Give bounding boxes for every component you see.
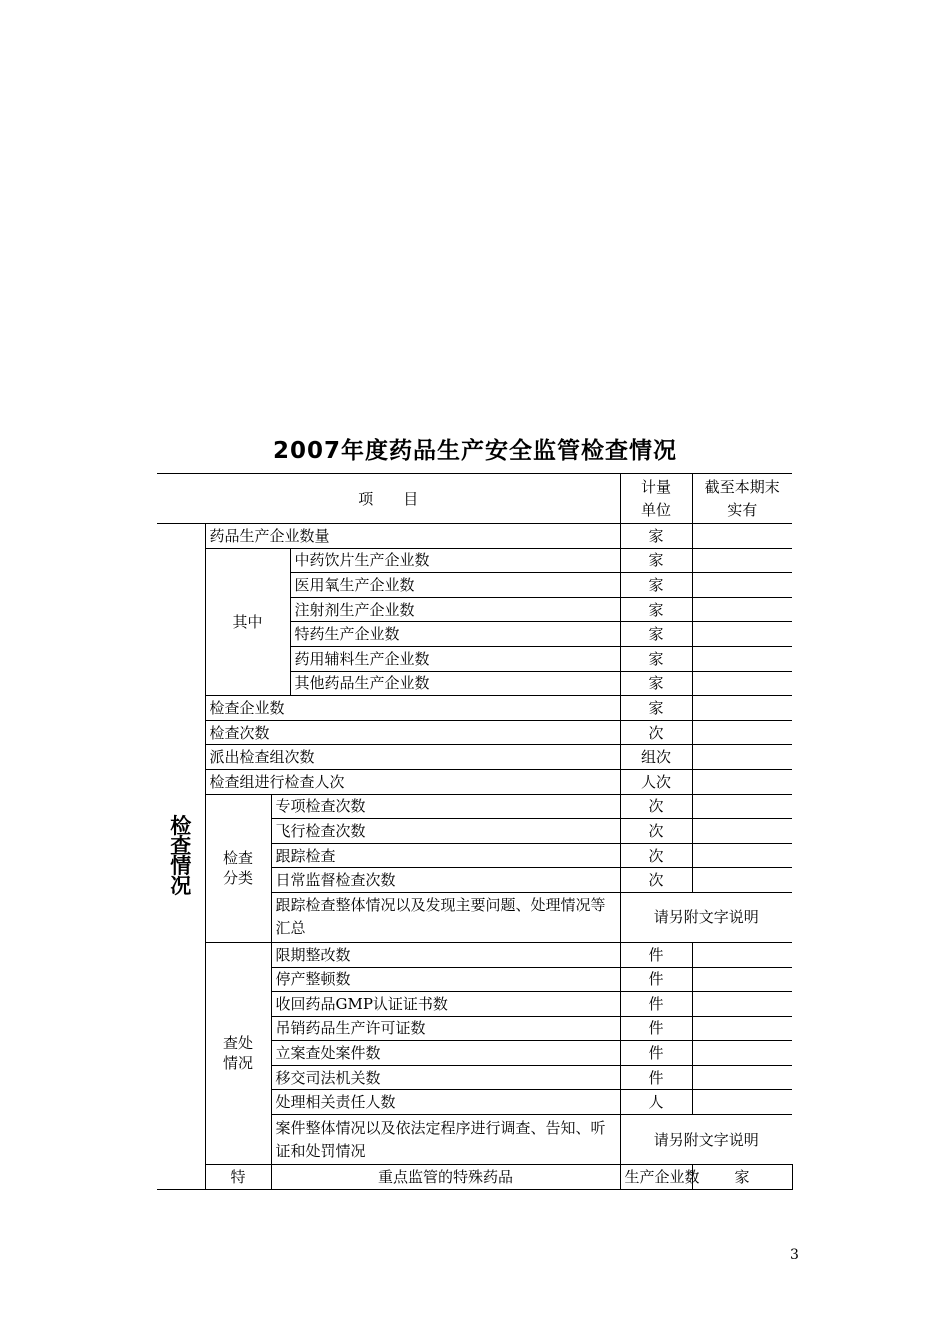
value-cell[interactable] xyxy=(692,745,792,770)
table-row: 移交司法机关数 件 xyxy=(157,1065,792,1090)
attachment-note: 请另附文字说明 xyxy=(620,1115,792,1165)
value-cell[interactable] xyxy=(692,720,792,745)
value-cell[interactable] xyxy=(692,646,792,671)
table-row: 其中 中药饮片生产企业数 家 xyxy=(157,548,792,573)
value-cell[interactable] xyxy=(692,696,792,721)
table-row: 其他药品生产企业数 家 xyxy=(157,671,792,696)
value-cell[interactable] xyxy=(692,1016,792,1041)
value-cell[interactable] xyxy=(692,967,792,992)
table-row: 药用辅料生产企业数 家 xyxy=(157,646,792,671)
value-cell[interactable] xyxy=(692,524,792,549)
value-cell[interactable] xyxy=(692,1065,792,1090)
table-row: 停产整顿数 件 xyxy=(157,967,792,992)
category-enforcement: 查处 情况 xyxy=(205,942,271,1164)
table-row: 飞行检查次数 次 xyxy=(157,819,792,844)
header-item: 项 目 xyxy=(157,474,620,524)
value-cell[interactable] xyxy=(692,992,792,1017)
table-row: 特药生产企业数 家 xyxy=(157,622,792,647)
table-row: 跟踪检查 次 xyxy=(157,843,792,868)
value-cell[interactable] xyxy=(692,843,792,868)
section-title-special: 特 xyxy=(205,1165,271,1190)
table-row: 特 重点监管的特殊药品 生产企业数 家 xyxy=(157,1165,792,1190)
table-row: 案件整体情况以及依法定程序进行调查、告知、听证和处罚情况 请另附文字说明 xyxy=(157,1115,792,1165)
among-label: 其中 xyxy=(205,548,290,696)
page-number: 3 xyxy=(790,1247,799,1263)
table-row: 跟踪检查整体情况以及发现主要问题、处理情况等汇总 请另附文字说明 xyxy=(157,892,792,942)
value-cell[interactable] xyxy=(692,622,792,647)
table-row: 检查企业数 家 xyxy=(157,696,792,721)
category-inspection-type: 检查 分类 xyxy=(205,794,271,942)
header-unit: 计量 单位 xyxy=(620,474,692,524)
value-cell[interactable] xyxy=(692,819,792,844)
table-row: 检查组进行检查人次 人次 xyxy=(157,769,792,794)
header-row xyxy=(157,474,792,524)
table-row: 收回药品GMP认证证书数 件 xyxy=(157,992,792,1017)
table-row: 立案查处案件数 件 xyxy=(157,1041,792,1066)
value-cell[interactable] xyxy=(692,942,792,967)
table-row: 吊销药品生产许可证数 件 xyxy=(157,1016,792,1041)
value-cell[interactable] xyxy=(692,548,792,573)
value-cell[interactable] xyxy=(692,1090,792,1115)
table-row: 检查次数 次 xyxy=(157,720,792,745)
inspection-table xyxy=(157,473,792,1190)
page-title: 2007年度药品生产安全监管检查情况 xyxy=(272,438,677,464)
table-row: 派出检查组次数 组次 xyxy=(157,745,792,770)
value-cell[interactable] xyxy=(692,1041,792,1066)
table-row: 检查 分类 专项检查次数 次 xyxy=(157,794,792,819)
value-cell[interactable] xyxy=(692,769,792,794)
attachment-note: 请另附文字说明 xyxy=(620,892,792,942)
section-title-inspection: 检 查 情 况 xyxy=(157,524,205,1190)
table-row: 医用氧生产企业数 家 xyxy=(157,573,792,598)
header-value: 截至本期末 实有 xyxy=(692,474,792,524)
special-drug-group: 重点监管的特殊药品 xyxy=(271,1165,620,1190)
table-row: 注射剂生产企业数 家 xyxy=(157,597,792,622)
table-row: 查处 情况 限期整改数 件 xyxy=(157,942,792,967)
value-cell[interactable] xyxy=(692,597,792,622)
value-cell[interactable] xyxy=(692,671,792,696)
table-row: 处理相关责任人数 人 xyxy=(157,1090,792,1115)
table-row: 检 查 情 况 药品生产企业数量 家 xyxy=(157,524,792,549)
table-row: 日常监督检查次数 次 xyxy=(157,868,792,893)
value-cell[interactable] xyxy=(692,794,792,819)
value-cell[interactable] xyxy=(692,868,792,893)
value-cell[interactable] xyxy=(692,573,792,598)
